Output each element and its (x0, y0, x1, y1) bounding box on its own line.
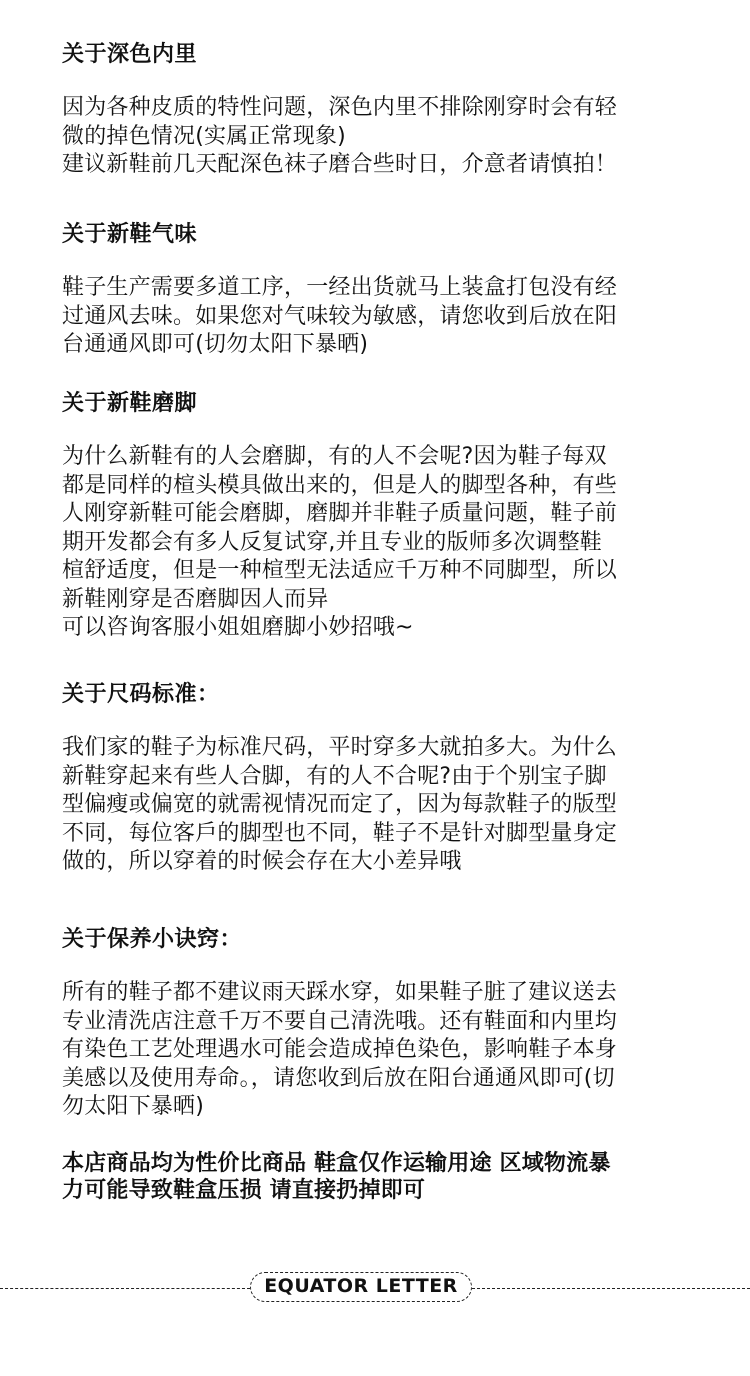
body-line: 做的，所以穿着的时候会存在大小差异哦 (62, 849, 462, 874)
section-body (62, 734, 722, 877)
body-line: 新鞋穿起来有些人合脚，有的人不合呢?由于个别宝子脚 (62, 763, 607, 789)
body-line: 型偏瘦或偏宽的就需视情况而定了，因为每款鞋子的版型 (62, 792, 618, 817)
body-line: 专业清洗店注意千万不要自己清洗哦。还有鞋面和内里均 (62, 1008, 618, 1034)
section-dark-lining (62, 40, 722, 180)
body-line: 建议新鞋前几天配深色袜子磨合些时日，介意者请慎拍！ (62, 152, 618, 177)
section-heading: 关于尺码标准： (62, 682, 220, 707)
body-line: 因为各种皮质的特性问题，深色内里不排除刚穿时会有轻 (62, 95, 618, 120)
body-line: 鞋子生产需要多道工序，一经出货就马上装盒打包没有经 (62, 275, 618, 300)
body-line: 所有的鞋子都不建议雨天踩水穿，如果鞋子脏了建议送去 (62, 980, 618, 1005)
body-line: 人刚穿新鞋可能会磨脚，磨脚并非鞋子质量问题，鞋子前 (62, 501, 618, 526)
dashed-divider-right (472, 1288, 750, 1289)
body-line: 我们家的鞋子为标准尺码，平时穿多大就拍多大。为什么 (62, 735, 618, 760)
footer-brand-divider (0, 1270, 750, 1306)
body-line: 勿太阳下暴晒) (62, 1094, 204, 1119)
brand-label: EQUATOR LETTER (250, 1272, 472, 1302)
section-body (62, 979, 722, 1122)
section-size-standard (62, 680, 722, 877)
body-line: 有染色工艺处理遇水可能会造成掉色染色，影响鞋子本身 (62, 1037, 618, 1062)
body-line: 台通通风即可(切勿太阳下暴晒) (62, 332, 369, 357)
section-heading: 关于新鞋磨脚 (62, 391, 198, 416)
body-line: 期开发都会有多人反复试穿,并且专业的版师多次调整鞋 (62, 529, 602, 555)
body-line: 不同，每位客戶的脚型也不同，鞋子不是针对脚型量身定 (62, 820, 618, 846)
body-line: 美感以及使用寿命。，请您收到后放在阳台通通风即可(切 (62, 1065, 615, 1091)
notice-line: 本店商品均为性价比商品 鞋盒仅作运输用途 区域物流暴 (62, 1151, 611, 1176)
section-new-shoe-chafing (62, 389, 722, 643)
notice-line: 力可能导致鞋盒压损 请直接扔掉即可 (62, 1178, 426, 1203)
section-body (62, 443, 722, 643)
dashed-divider-left (0, 1288, 250, 1289)
body-line: 可以咨询客服小姐姐磨脚小妙招哦~ (62, 615, 414, 640)
body-line: 楦舒适度，但是一种楦型无法适应千万种不同脚型，所以 (62, 558, 618, 583)
section-body (62, 274, 722, 360)
body-line: 微的掉色情况(实属正常现象) (62, 123, 346, 149)
body-line: 都是同样的楦头模具做出来的，但是人的脚型各种，有些 (62, 472, 618, 498)
body-line: 新鞋刚穿是否磨脚因人而异 (62, 586, 329, 612)
section-new-shoe-odor (62, 220, 722, 360)
section-body (62, 94, 722, 180)
section-heading: 关于深色内里 (62, 42, 198, 67)
store-notice (62, 1150, 722, 1204)
section-care-tips (62, 925, 722, 1122)
body-line: 为什么新鞋有的人会磨脚，有的人不会呢?因为鞋子每双 (62, 444, 607, 469)
section-heading: 关于保养小诀窍： (62, 927, 243, 952)
body-line: 过通风去味。如果您对气味较为敏感，请您收到后放在阳 (62, 303, 618, 329)
section-heading: 关于新鞋气味 (62, 222, 198, 247)
